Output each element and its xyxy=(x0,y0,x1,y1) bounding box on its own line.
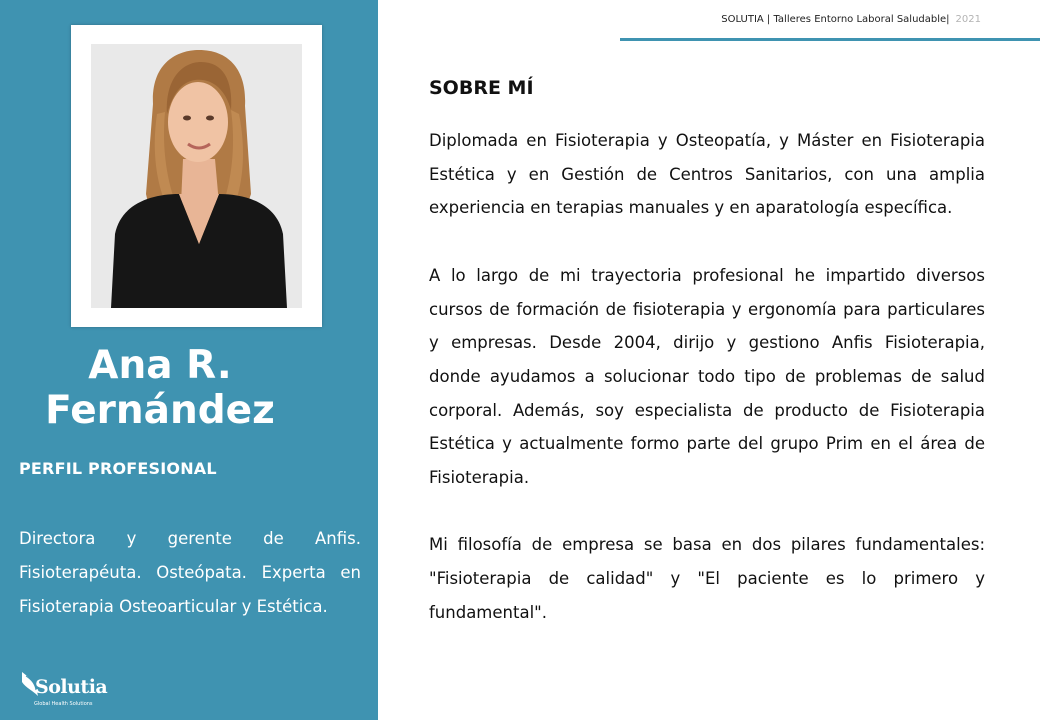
profile-section-title: PERFIL PROFESIONAL xyxy=(19,459,217,478)
name-line-1: Ana R. xyxy=(88,343,232,388)
about-paragraph-2: A lo largo de mi trayectoria profesional he impartido diversos cursos de formación de fisioterapia y ergonomía para particulares y empresas. Desde 2004, dirijo y gestiono Anfis Fisioterapia, donde ayudamos a solucionar todo tipo de problemas de salud corporal. Además, soy especialista de producto de Fisioterapia Estética y actualmente formo parte del grupo Prim en el área de Fisioterapia. xyxy=(429,265,985,488)
portrait-frame xyxy=(71,25,322,327)
logo-tagline: Global Health Solutions xyxy=(34,701,93,707)
person-name xyxy=(0,343,320,433)
name-line-2: Fernández xyxy=(45,388,275,433)
profile-sidebar xyxy=(0,0,378,720)
about-title: SOBRE MÍ xyxy=(429,77,534,99)
logo-wordmark: Solutia xyxy=(35,676,108,698)
document-header xyxy=(721,14,981,25)
about-paragraph-3: Mi filosofía de empresa se basa en dos pilares fundamentales: "Fisioterapia de calidad" y "El paciente es lo primero y fundamental". xyxy=(429,535,985,622)
solutia-logo xyxy=(20,668,130,712)
header-year: 2021 xyxy=(955,14,981,25)
about-body xyxy=(429,124,985,663)
header-text: SOLUTIA | Talleres Entorno Laboral Saludable| xyxy=(721,14,950,25)
portrait-illustration xyxy=(91,44,302,308)
header-divider xyxy=(620,38,1040,41)
portrait-photo xyxy=(91,44,302,308)
profile-description: Directora y gerente de Anfis. Fisioterapéuta. Osteópata. Experta en Fisioterapia Osteoarticular y Estética. xyxy=(19,529,361,616)
about-paragraph-1: Diplomada en Fisioterapia y Osteopatía, y Máster en Fisioterapia Estética y en Gestión de Centros Sanitarios, con una amplia experiencia en terapias manuales y en aparatología específica. xyxy=(429,131,985,218)
